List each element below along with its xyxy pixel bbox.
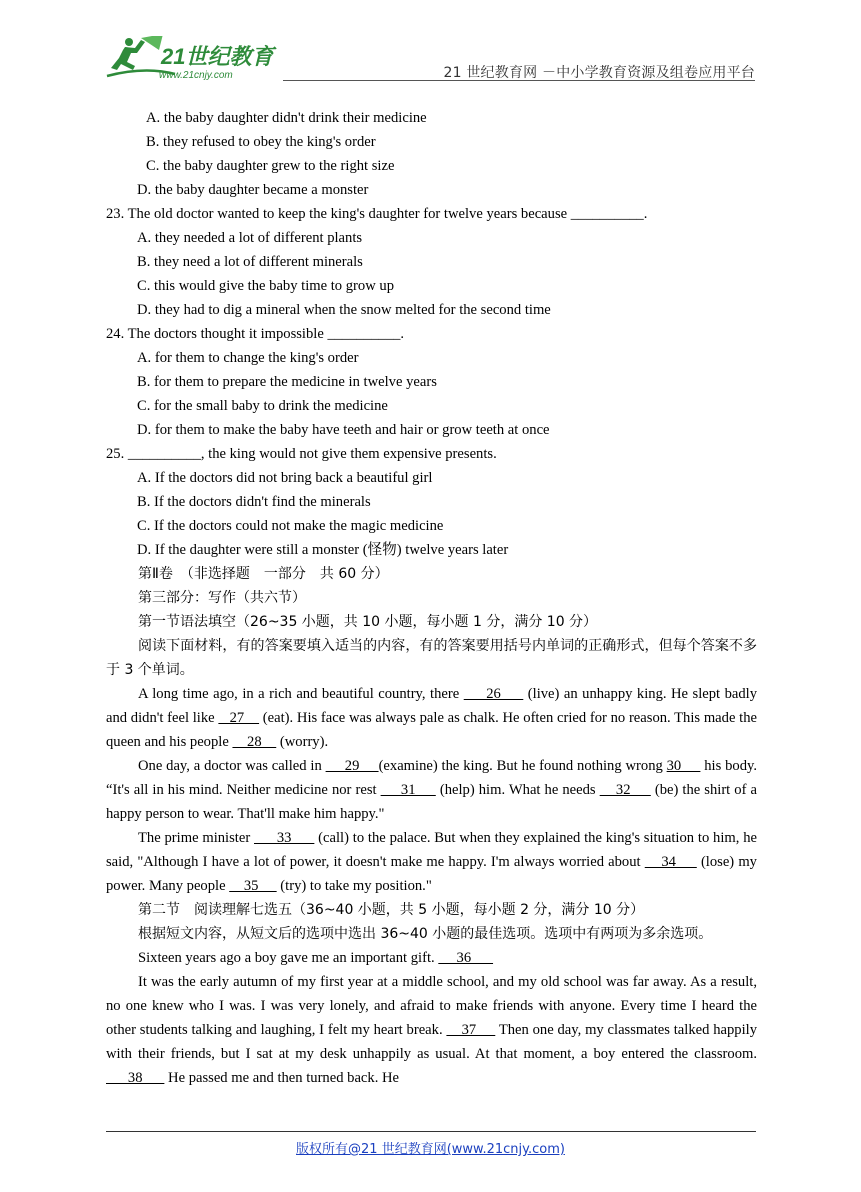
passage2-paragraph1: Sixteen years ago a boy gave me an important gift. 36: [138, 950, 494, 966]
passage1-paragraph2: One day, a doctor was called in 29 (examine) the king. But he found nothing wrong 30 his body. “It's all in his mind. Neither medicine nor rest 31 (help) him. What he needs 32 (be) the shirt of a happy person to wear. That'll make him happy.": [106, 758, 757, 822]
q22-option-a: A. the baby daughter didn't drink their medicine: [146, 110, 427, 126]
q24-option-b: B. for them to prepare the medicine in twelve years: [137, 374, 437, 390]
q22-option-b: B. they refused to obey the king's order: [146, 134, 376, 150]
blank-29: 29: [325, 758, 379, 774]
q23-option-b: B. they need a lot of different minerals: [137, 254, 363, 270]
blank-31: 31: [380, 782, 436, 798]
blank-36: 36: [438, 950, 494, 966]
passage2-paragraph2: It was the early autumn of my first year at a middle school, and my old school was far away. As a result, no one knew who I was. I was very lonely, and afraid to make friends with anyone. Every time I heard the other students talking and laughing, I felt my heart break. 37 Then one day, my classmates talked happily with their friends, but I sat at my desk unhappily as usual. At that moment, a boy entered the classroom. 38 He passed me and then turned back. He: [106, 974, 757, 1086]
q24-option-c: C. for the small baby to drink the medicine: [137, 398, 388, 414]
q23-stem: 23. The old doctor wanted to keep the king's daughter for twelve years because __________.: [106, 206, 648, 222]
blank-27: 27: [218, 710, 260, 726]
section2-instructions: 根据短文内容，从短文后的选项中选出 36~40 小题的最佳选项。选项中有两项为多余选项。: [138, 926, 713, 942]
q25-option-a: A. If the doctors did not bring back a beautiful girl: [137, 470, 433, 486]
svg-text:www.21cnjy.com: www.21cnjy.com: [159, 70, 233, 80]
footer-divider: [106, 1131, 756, 1132]
q25-option-d: D. If the daughter were still a monster (怪物) twelve years later: [137, 542, 509, 558]
blank-28: 28: [232, 734, 277, 750]
q25-option-b: B. If the doctors didn't find the minerals: [137, 494, 371, 510]
blank-30: 30: [666, 758, 701, 774]
platform-label: 21 世纪教育网 －中小学教育资源及组卷应用平台: [443, 65, 755, 81]
blank-35: 35: [229, 878, 277, 894]
q23-option-d: D. they had to dig a mineral when the snow melted for the second time: [137, 302, 551, 318]
svg-text:21世纪教育: 21世纪教育: [161, 44, 274, 69]
writing-heading: 第三部分：写作（共六节）: [138, 590, 306, 606]
part2-title: 第Ⅱ卷 （非选择题 一部分 共 60 分）: [138, 566, 389, 582]
q22-option-d: D. the baby daughter became a monster: [137, 182, 369, 198]
q25-stem: 25. __________, the king would not give them expensive presents.: [106, 446, 497, 462]
blank-26: 26: [463, 686, 524, 702]
q24-option-a: A. for them to change the king's order: [137, 350, 359, 366]
blank-38: 38: [106, 1070, 165, 1086]
header-divider: [283, 80, 755, 81]
q24-stem: 24. The doctors thought it impossible __________.: [106, 326, 405, 342]
page-header: [105, 36, 755, 80]
blank-37: 37: [446, 1022, 496, 1038]
passage1-paragraph1: A long time ago, in a rich and beautiful country, there 26 (live) an unhappy king. He slept badly and didn't feel like 27 (eat). His face was always pale as chalk. He often cried for no reason. This made the queen and his people 28 (worry).: [106, 686, 758, 750]
passage1-paragraph3: The prime minister 33 (call) to the palace. But when they explained the king's situation to him, he said, "Although I have a lot of power, it doesn't make me happy. I'm always worried about 34 (lose) my power. Many people 35 (try) to take my position.": [106, 830, 757, 894]
q25-option-c: C. If the doctors could not make the magic medicine: [137, 518, 444, 534]
document-body: [106, 106, 757, 1090]
blank-32: 32: [599, 782, 651, 798]
copyright-link[interactable]: 版权所有@21 世纪教育网(www.21cnjy.com): [296, 1142, 565, 1157]
q22-option-c: C. the baby daughter grew to the right size: [146, 158, 395, 174]
section1-heading: 第一节语法填空（26~35 小题，共 10 小题，每小题 1 分，满分 10 分）: [138, 614, 598, 630]
q23-option-c: C. this would give the baby time to grow up: [137, 278, 394, 294]
blank-33: 33: [254, 830, 315, 846]
section2-heading: 第二节 阅读理解七选五（36~40 小题，共 5 小题，每小题 2 分，满分 10 分）: [138, 902, 645, 918]
blank-34: 34: [644, 854, 697, 870]
site-logo: [105, 36, 285, 80]
section1-instructions: 阅读下面材料，有的答案要填入适当的内容，有的答案要用括号内单词的正确形式，但每个答案不多于 3 个单词。: [106, 638, 757, 678]
q24-option-d: D. for them to make the baby have teeth and hair or grow teeth at once: [137, 422, 550, 438]
q23-option-a: A. they needed a lot of different plants: [137, 230, 363, 246]
